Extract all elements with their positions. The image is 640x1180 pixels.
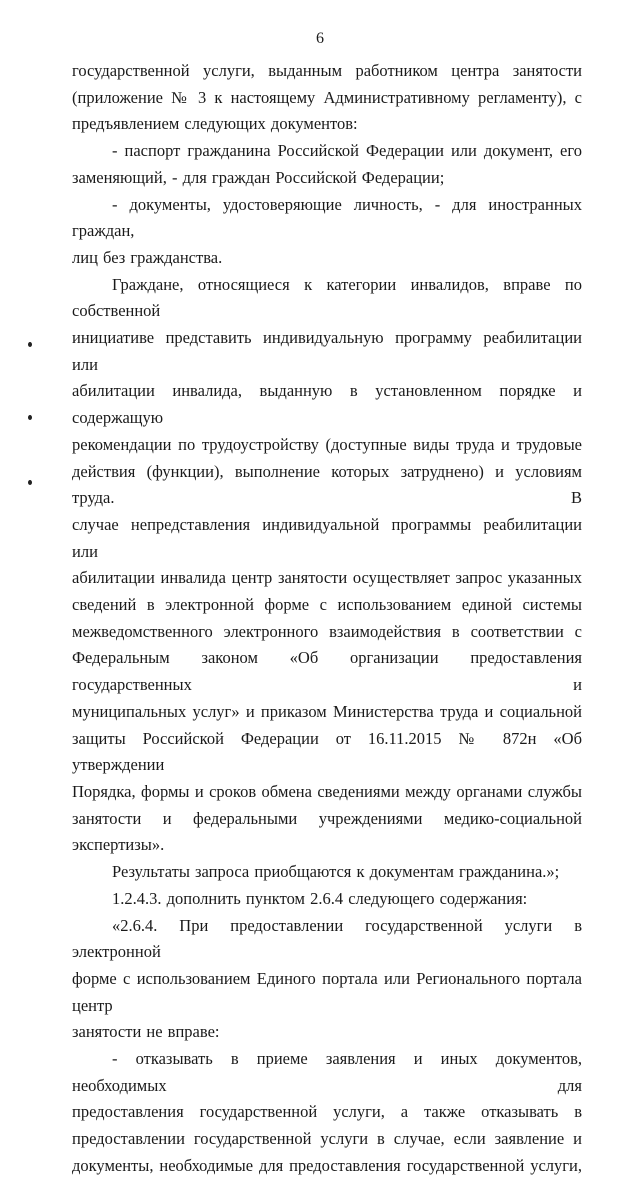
body-line: Граждане, относящиеся к категории инвалидов, вправе по собственной	[72, 274, 582, 321]
document-body	[72, 58, 582, 1180]
body-line: предъявлением следующих документов:	[72, 114, 358, 134]
body-line: Результаты запроса приобщаются к документам гражданина.»;	[112, 862, 560, 882]
margin-mark	[28, 342, 32, 347]
body-line: случае непредставления индивидуальной программы реабилитации или	[72, 514, 582, 561]
body-line: занятости не вправе:	[72, 1022, 220, 1042]
body-line: заменяющий, - для граждан Российской Федерации;	[72, 167, 445, 187]
body-line: инициативе представить индивидуальную программу реабилитации или	[72, 328, 582, 374]
body-line: 1.2.4.3. дополнить пунктом 2.6.4 следующего содержания:	[112, 888, 528, 908]
body-line: Федеральным законом «Об организации предоставления государственных и	[72, 648, 582, 695]
body-line: действия (функции), выполнение которых затруднено) и условиям труда. В	[72, 461, 582, 508]
body-line: муниципальных услуг» и приказом Министерства труда и социальной	[72, 701, 582, 721]
body-line: - документы, удостоверяющие личность, - для иностранных граждан,	[72, 194, 582, 241]
body-line: форме с использованием Единого портала или Регионального портала центр	[72, 968, 582, 1015]
body-line: (приложение № 3 к настоящему Административному регламенту), с	[72, 87, 582, 107]
body-line: межведомственного электронного взаимодействия в соответствии с	[72, 621, 582, 641]
page-number: 6	[316, 30, 324, 47]
body-line: государственной услуги, выданным работником центра занятости	[72, 61, 582, 80]
body-line: абилитации инвалида центр занятости осуществляет запрос указанных	[72, 568, 582, 588]
body-line: сведений в электронной форме с использованием единой системы	[72, 595, 582, 615]
body-line: «2.6.4. При предоставлении государственной услуги в электронной	[72, 915, 582, 962]
body-line: защиты Российской Федерации от 16.11.2015 № 872н «Об утверждении	[72, 728, 582, 775]
body-line: предоставления государственной услуги, а также отказывать в	[72, 1102, 582, 1122]
body-line: документы, необходимые для предоставления государственной услуги,	[72, 1155, 582, 1175]
margin-mark	[28, 415, 32, 420]
body-line: - паспорт гражданина Российской Федерации или документ, его	[112, 141, 582, 161]
body-line: абилитации инвалида, выданную в установленном порядке и содержащую	[72, 381, 582, 428]
body-line: - отказывать в приеме заявления и иных документов, необходимых для	[72, 1049, 582, 1095]
body-line: занятости и федеральными учреждениями медико-социальной экспертизы».	[72, 808, 582, 855]
body-line: лиц без гражданства.	[72, 247, 223, 267]
body-line: Порядка, формы и сроков обмена сведениями между органами службы	[72, 781, 582, 801]
body-line: рекомендации по трудоустройству (доступные виды труда и трудовые	[72, 434, 582, 454]
margin-mark	[28, 480, 32, 485]
body-line: предоставлении государственной услуги в случае, если заявление и	[72, 1129, 582, 1149]
